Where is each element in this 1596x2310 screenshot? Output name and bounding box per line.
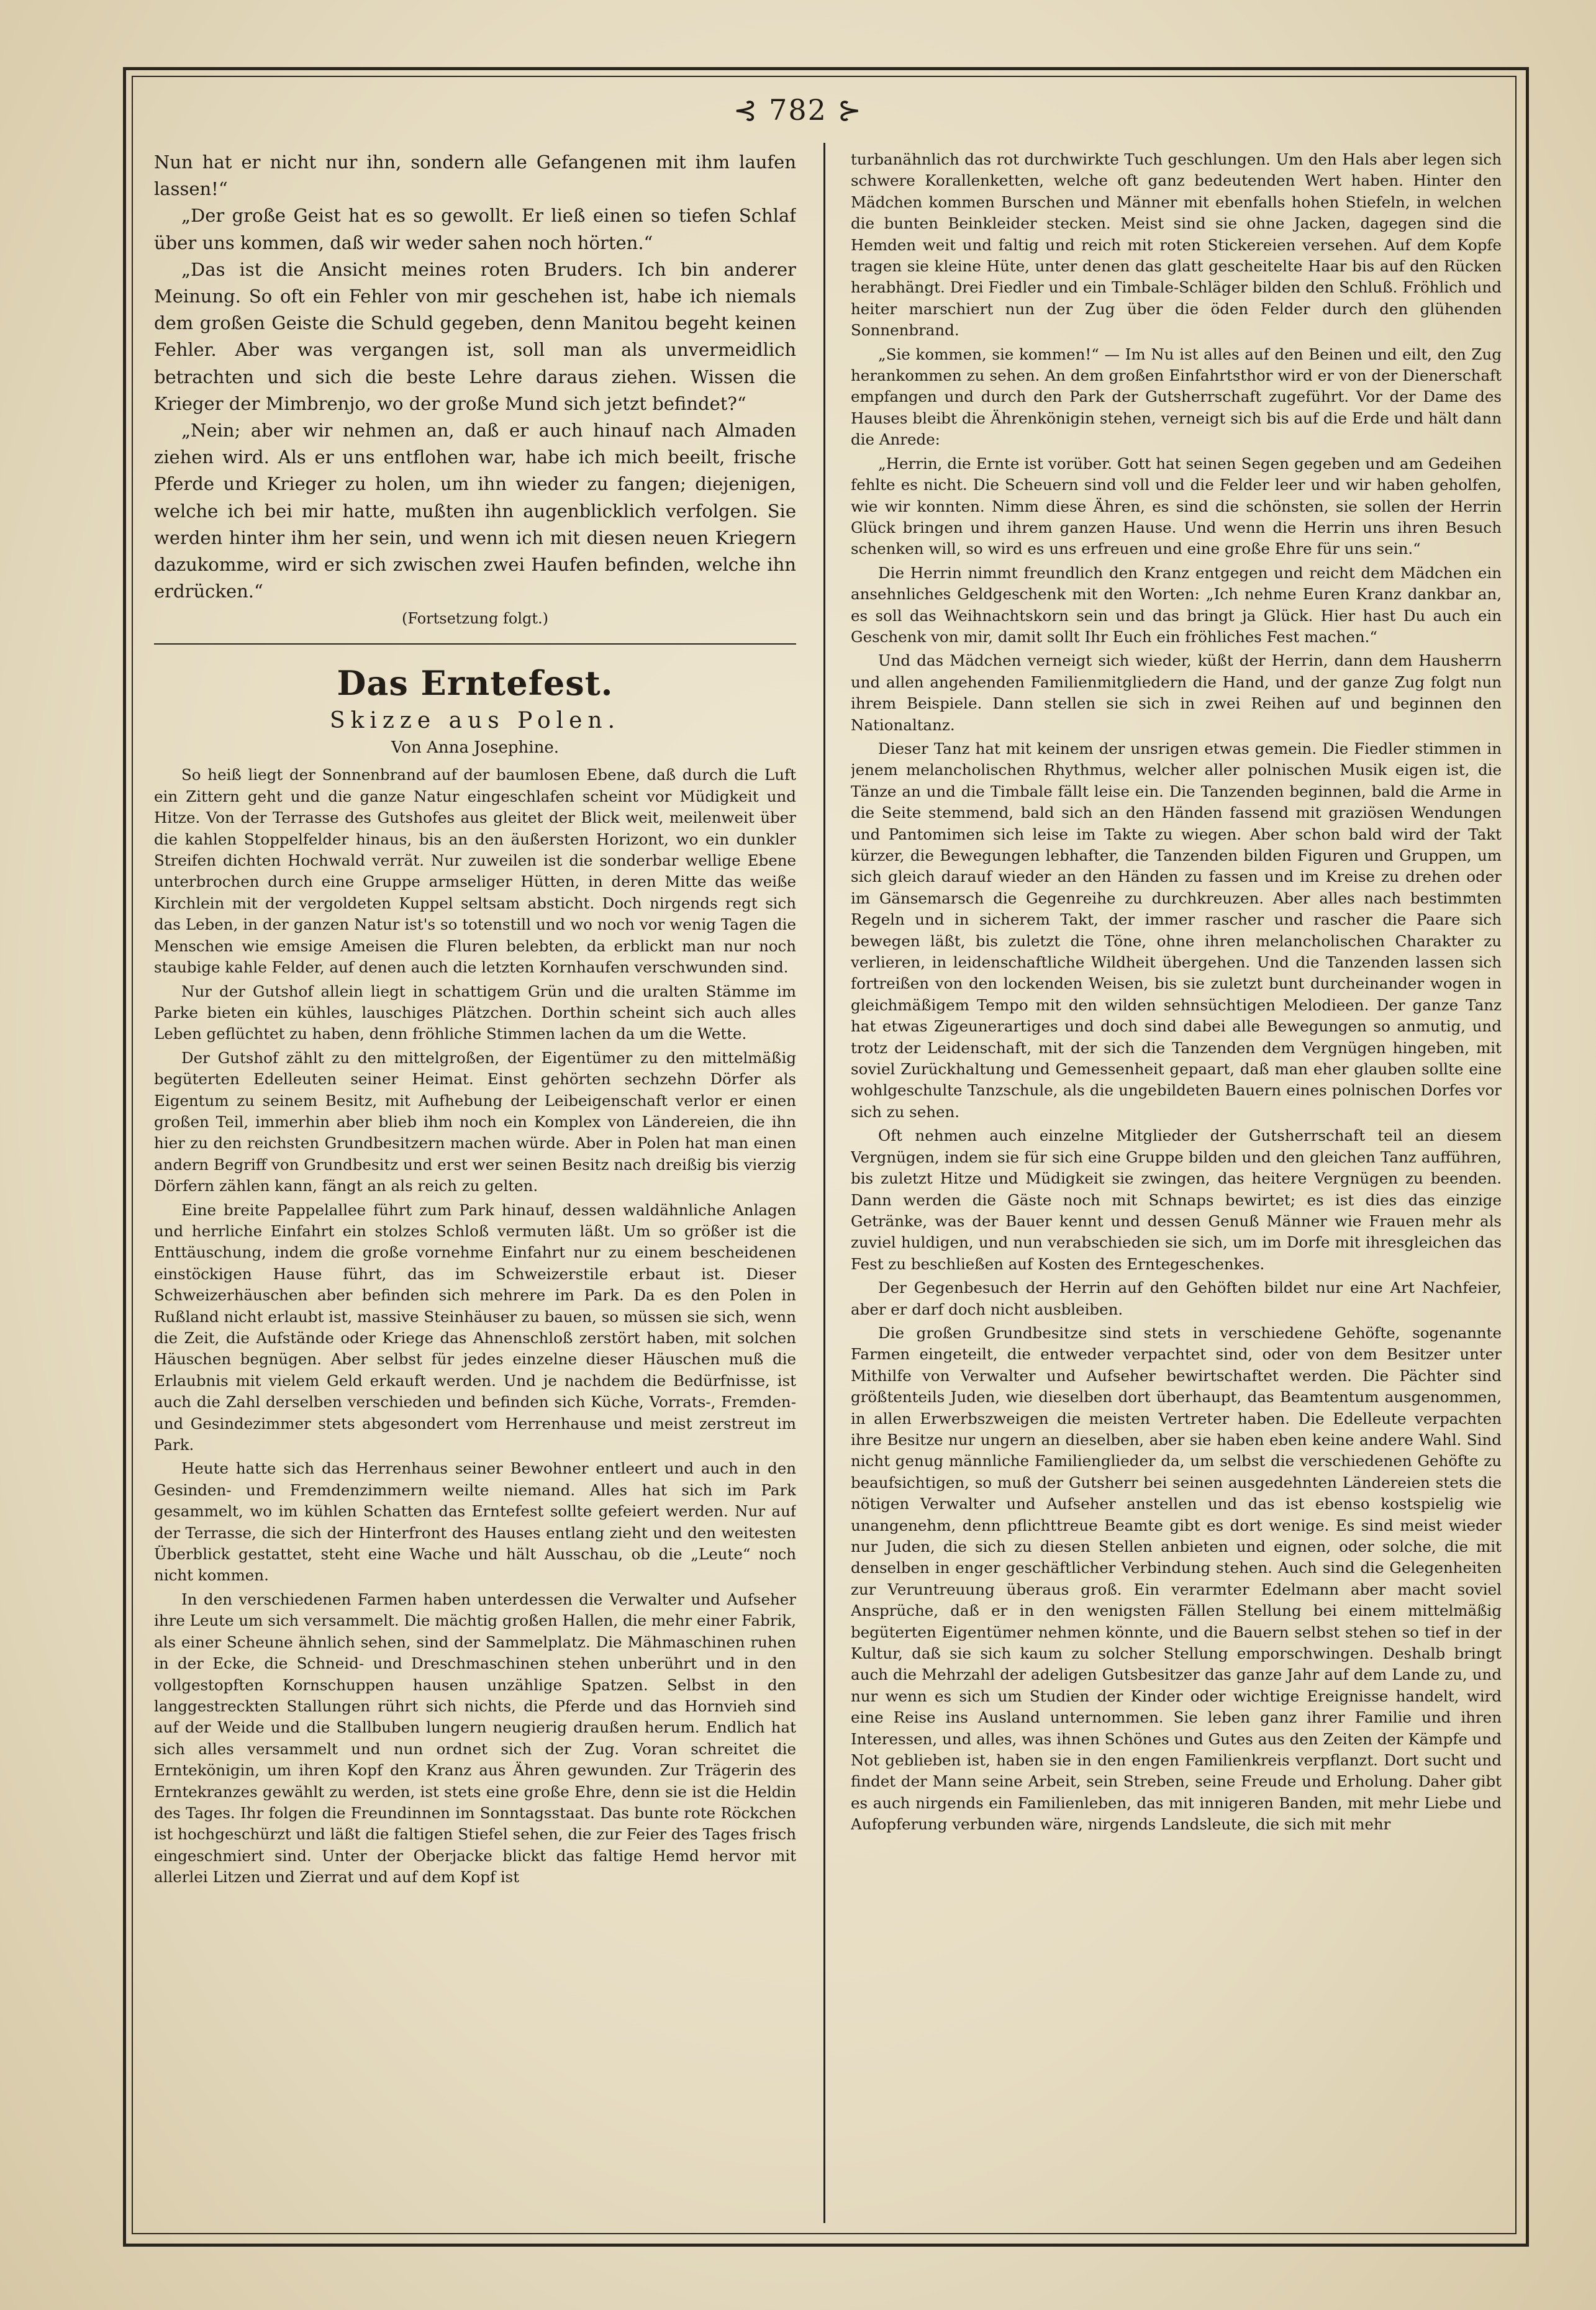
article-paragraph: Dieser Tanz hat mit keinem der unsrigen etwas gemein. Die Fiedler stimmen in jenem melancholischen Rhythmus, welcher aller polnischen Musik eigen ist, die Tänze an und die Timbale fällt leise ein. Die Tanzenden beginnen, bald die Arme in die Seite stemmend, bald sich an den Händen fassend mit graziösen Wendungen und Pantomimen sich leise im Takte zu wiegen. Aber schon bald wird der Takt kürzer, die Bewegungen lebhafter, die Tanzenden bilden Figuren und Gruppen, um sich gleich darauf wieder an den Händen zu fassen und im Kreise zu drehen oder im Gänsemarsch die Gegenreihe zu durchkreuzen. Aber alles nach bestimmten Regeln und in sicherem Takt, der immer rascher und rascher die Paare sich bewegen läßt, bis zuletzt die Töne, ohne ihren melancholischen Charakter zu verlieren, in leidenschaftliche Wildheit übergehen. Und die Tanzenden lassen sich fortreißen von den lockenden Weisen, bis sie zuletzt bunt durcheinander wogen in gleichmäßigem Tempo mit den wilden sehnsüchtigen Melodieen. Der ganze Tanz hat etwas Zigeunerartiges und doch sind dabei alle Bewegungen so anmutig, und trotz der Leidenschaft, mit der sich die Tanzenden dem Vergnügen hingeben, mit soviel Zurückhaltung und Gemessenheit gepaart, daß man eher glauben sollte eine wohlgeschulte Tanzschule, als die ungebildeten Bauern eines polnischen Dorfes vor sich zu sehen. [851,739,1502,1121]
article-paragraph: Der Gutshof zählt zu den mittelgroßen, der Eigentümer zu den mittelmäßig begüterten Edelleuten seiner Heimat. Einst gehörten sechzehn Dörfer als Eigentum zu seinem Besitz, mit Aufhebung der Leibeigenschaft verlor er einen großen Teil, immerhin aber blieb ihm noch ein Komplex von Ländereien, die ihn hier zu den reichsten Grundbesitzern machen würde. Aber in Polen hat man einen andern Begriff von Grundbesitz und erst wer seinen Besitz nach dreißig bis vierzig Dörfern zählen kann, fängt an als reich zu gelten. [154,1048,796,1195]
article-paragraph: So heiß liegt der Sonnenbrand auf der baumlosen Ebene, daß durch die Luft ein Zittern geht und die ganze Natur eingeschlafen scheint vor Müdigkeit und Hitze. Von der Terrasse des Gutshofes aus gleitet der Blick weit, meilenweit über die kahlen Stoppelfelder hinaus, bis an den äußersten Horizont, wo ein dunkler Streifen dichten Hochwald verrät. Nur zuweilen ist die sonderbar wellige Ebene unterbrochen durch eine Gruppe armseliger Hütten, in deren Mitte das weiße Kirchlein mit der vergoldeten Kuppel seltsam absticht. Doch nirgends regt sich das Leben, in der ganzen Natur ist's so totenstill und wo noch vor wenig Tagen die Menschen wie emsige Ameisen die Fluren belebten, da erblickt man nur noch staubige kahle Felder, auf denen auch die letzten Kornhaufen verschwunden sind. [154,766,796,977]
to-be-continued-note: (Fortsetzung folgt.) [402,610,548,628]
article-author: Von Anna Josephine. [391,738,559,758]
section-separator [154,643,796,645]
previous-story-continuation [154,149,796,605]
page-number: ⊰ 782 ⊱ [733,93,863,127]
article-paragraph: „Sie kommen, sie kommen!“ — Im Nu ist alles auf den Beinen und eilt, den Zug herankommen zu sehen. An dem großen Einfahrtsthor wird er von der Dienerschaft empfangen und durch den Park der Gutsherrschaft zugeführt. Vor der Dame des Hauses bleibt die Ährenkönigin stehen, verneigt sich bis auf die Erde und hält dann die Anrede: [851,345,1502,449]
article-title: Das Erntefest. [337,663,614,704]
article-paragraph: turbanähnlich das rot durchwirkte Tuch geschlungen. Um den Hals aber legen sich schwere Korallenketten, welche oft ganz bedeutenden Wert haben. Hinter den Mädchen kommen Burschen und Männer mit ebenfalls hohen Stiefeln, in welchen die bunten Beinkleider stecken. Meist sind sie ohne Jacken, dagegen sind die Hemden weit und faltig und reich mit roten Stickereien versehen. Auf dem Kopfe tragen sie kleine Hüte, unter denen das glatt gescheitelte Haar bis auf den Rücken herabhängt. Drei Fiedler und ein Timbale-Schläger bilden den Schluß. Fröhlich und heiter marschiert nun der Zug über die öden Felder durch den glühenden Sonnenbrand. [851,150,1502,340]
article-paragraph: Heute hatte sich das Herrenhaus seiner Bewohner entleert und auch in den Gesinden- und Fremdenzimmern weilte niemand. Alles hat sich im Park gesammelt, wo im kühlen Schatten das Erntefest sollte gefeiert werden. Nur auf der Terrasse, die sich der Hinterfront des Hauses entlang zieht und den weitesten Überblick gestattet, steht eine Wache und hält Ausschau, ob die „Leute“ noch nicht kommen. [154,1459,796,1585]
article-paragraph: Die großen Grundbesitze sind stets in verschiedene Gehöfte, sogenannte Farmen eingeteilt, die entweder verpachtet sind, oder von dem Besitzer unter Mithilfe von Verwalter und Aufseher bewirtschaftet werden. Die Pächter sind größtenteils Juden, wie dieselben dort überhaupt, das Beamtentum ausgenommen, in allen Erwerbszweigen die meisten Vertreter haben. Die Edelleute verpachten ihre Besitze nur ungern an dieselben, aber sie haben eben keine andere Wahl. Sind nicht genug männliche Familienglieder da, um selbst die verschiedenen Gehöfte zu beaufsichtigen, so muß der Gutsherr bei seinen ausgedehnten Ländereien stets die nötigen Verwalter und Aufseher anstellen und das ist ebenso kostspielig wie unangenehm, denn pflichttreue Beamte gibt es dort wenige. Es sind meist wieder nur Juden, die sich zu diesen Stellen anbieten und eignen, oder solche, die mit denselben in enger geschäftlicher Verbindung stehen. Auch sind die Gelegenheiten zur Veruntreuung überaus groß. Ein verarmter Edelmann aber macht soviel Ansprüche, daß er in den wenigsten Fällen Stellung bei einem mittelmäßig begüterten Eigentümer nehmen könnte, und die Bauern selbst stehen so tief in der Kultur, daß sie sich kaum zu solcher Stellung emporschwingen. Deshalb bringt auch die Mehrzahl der adeligen Gutsbesitzer das ganze Jahr auf dem Lande zu, und nur wenn es sich um Studien der Kinder oder wichtige Ereignisse handelt, wird eine Reise ins Ausland unternommen. Sie leben ganz ihrer Familie und ihren Interessen, und alles, was ihnen Schönes und Gutes aus den Zeiten der Kämpfe und Not geblieben ist, haben sie in den engen Familienkreis verpflanzt. Dort sucht und findet der Mann seine Arbeit, sein Streben, seine Freude und Erholung. Daher gibt es auch nirgends ein Familienleben, das mit innigeren Banden, mit mehr Liebe und Aufopferung verbunden wäre, nirgends Landsleute, die sich mit mehr [851,1323,1502,1834]
article-paragraph: Und das Mädchen verneigt sich wieder, küßt der Herrin, dann dem Hausherrn und allen angehenden Familienmitgliedern die Hand, und der ganze Zug folgt nun ihrem Beispiele. Dann stellen sie sich in zwei Reihen auf und beginnen den Nationaltanz. [851,651,1502,734]
article-paragraph: Eine breite Pappelallee führt zum Park hinauf, dessen waldähnliche Anlagen und herrliche Einfahrt ein stolzes Schloß vermuten läßt. Um so größer ist die Enttäuschung, indem die große vornehme Einfahrt nur zu einem bescheidenen einstöckigen Hause führt, das im Schweizerstile erbaut ist. Dieser Schweizerhäuschen aber befinden sich mehrere im Park. Da es den Polen in Rußland nicht erlaubt ist, massive Steinhäuser zu bauen, so müssen sie sich, wenn die Zeit, die Aufstände oder Kriege das Ahnenschloß zerstört haben, mit solchen Häuschen begnügen. Aber selbst für jedes einzelne dieser Häuschen muß die Erlaubnis mit vielem Geld erkauft werden. Und je nachdem die Bedürfnisse, ist auch die Zahl derselben verschieden und befinden sich Küche, Vorrats-, Fremden- und Gesindezimmer stets abgesondert vom Herrenhause und meist zerstreut im Park. [154,1200,796,1454]
story-paragraph: Nun hat er nicht nur ihn, sondern alle Gefangenen mit ihm laufen lassen!“ [154,152,796,200]
left-column [154,149,796,2217]
article-paragraph: In den verschiedenen Farmen haben unterdessen die Verwalter und Aufseher ihre Leute um sich versammelt. Die mächtig großen Hallen, die mehr einer Fabrik, als einer Scheune ähnlich sehen, sind der Sammelplatz. Die Mähmaschinen ruhen in der Ecke, die Schneid- und Dreschmaschinen stehen unberührt und in den vollgestopften Kornschuppen hausen unzählige Spatzen. Selbst in den langgestreckten Stallungen rührt sich nichts, die Pferde und das Hornvieh sind auf der Weide und die Stallbuben lungern neugierig draußen herum. Endlich hat sich alles versammelt und nun ordnet sich der Zug. Voran schreitet die Erntekönigin, um ihren Kopf den Kranz aus Ähren gewunden. Zur Trägerin des Erntekranzes gewählt zu werden, ist stets eine große Ehre, denn sie ist die Heldin des Tages. Ihr folgen die Freundinnen im Sonntagsstaat. Das bunte rote Röckchen ist hochgeschürzt und läßt die faltigen Stiefel sehen, die zur Feier des Tages frisch eingeschmiert sind. Unter der Oberjacke blickt das faltige Hemd hervor mit allerlei Litzen und Zierrat und auf dem Kopf ist [154,1590,796,1886]
article-subtitle: Skizze aus Polen. [329,708,621,734]
article-paragraph: Der Gegenbesuch der Herrin auf den Gehöften bildet nur eine Art Nachfeier, aber er darf doch nicht ausbleiben. [851,1279,1502,1318]
right-column [851,149,1502,2217]
article-paragraph: „Herrin, die Ernte ist vorüber. Gott hat seinen Segen gegeben und am Gedeihen fehlte es nicht. Die Scheuern sind voll und die Felder leer und wir haben geholfen, wie wir konnten. Nimm diese Ähren, es sind die schönsten, sie sollen der Herrin Glück bringen und ihrem ganzen Hause. Und wenn die Herrin uns ihren Besuch schenken will, so wird es uns erfreuen und eine große Ehre für uns sein.“ [851,454,1502,558]
story-paragraph: „Nein; aber wir nehmen an, daß er auch hinauf nach Almaden ziehen wird. Als er uns entflohen war, habe ich mich beeilt, frische Pferde und Krieger zu holen, um ihn wieder zu fangen; diejenigen, welche ich bei mir hatte, mußten ihn augenblicklich verfolgen. Sie werden hinter ihm her sein, und wenn ich mit diesen neuen Kriegern dazukomme, wird er sich zwischen zwei Haufen befinden, welche ihn erdrücken.“ [154,420,796,602]
article-paragraph: Oft nehmen auch einzelne Mitglieder der Gutsherrschaft teil an diesem Vergnügen, indem sie für sich eine Gruppe bilden und den gleichen Tanz aufführen, bis zuletzt Hitze und Müdigkeit sie zwingen, das heitere Vergnügen zu beenden. Dann werden die Gäste noch mit Schnaps bewirtet; es ist dies das einzige Getränke, was der Bauer kennt und dessen Genuß Männer wie Frauen mehr als zuviel huldigen, und nun verabschieden sie sich, um im Dorfe mit ihresgleichen das Fest zu beschließen auf Kosten des Erntegeschenkes. [851,1126,1502,1273]
column-divider [823,143,825,2223]
article-paragraph: Nur der Gutshof allein liegt in schattigem Grün und die uralten Stämme im Parke bieten ein kühles, lauschiges Plätzchen. Dorthin scheint sich auch alles Leben geflüchtet zu haben, denn fröhliche Stimmen lachen da um die Wette. [154,982,796,1043]
story-paragraph: „Der große Geist hat es so gewollt. Er ließ einen so tiefen Schlaf über uns kommen, daß wir weder sahen noch hörten.“ [154,205,796,253]
story-paragraph: „Das ist die Ansicht meines roten Bruders. Ich bin anderer Meinung. So oft ein Fehler von mir geschehen ist, habe ich niemals dem großen Geiste die Schuld gegeben, denn Manitou begeht keinen Fehler. Aber was vergangen ist, soll man als unvermeidlich betrachten und sich die beste Lehre daraus ziehen. Wissen die Krieger der Mimbrenjo, wo der große Mund sich jetzt befindet?“ [154,258,796,414]
article-paragraph: Die Herrin nimmt freundlich den Kranz entgegen und reicht dem Mädchen ein ansehnliches Geldgeschenk mit den Worten: „Ich nehme Euren Kranz dankbar an, es soll das Weihnachtskorn sein und das bringt ja Glück. Hier hast Du auch ein Geschenk von mir, damit sollt Ihr Euch ein fröhliches Fest machen.“ [851,563,1502,646]
